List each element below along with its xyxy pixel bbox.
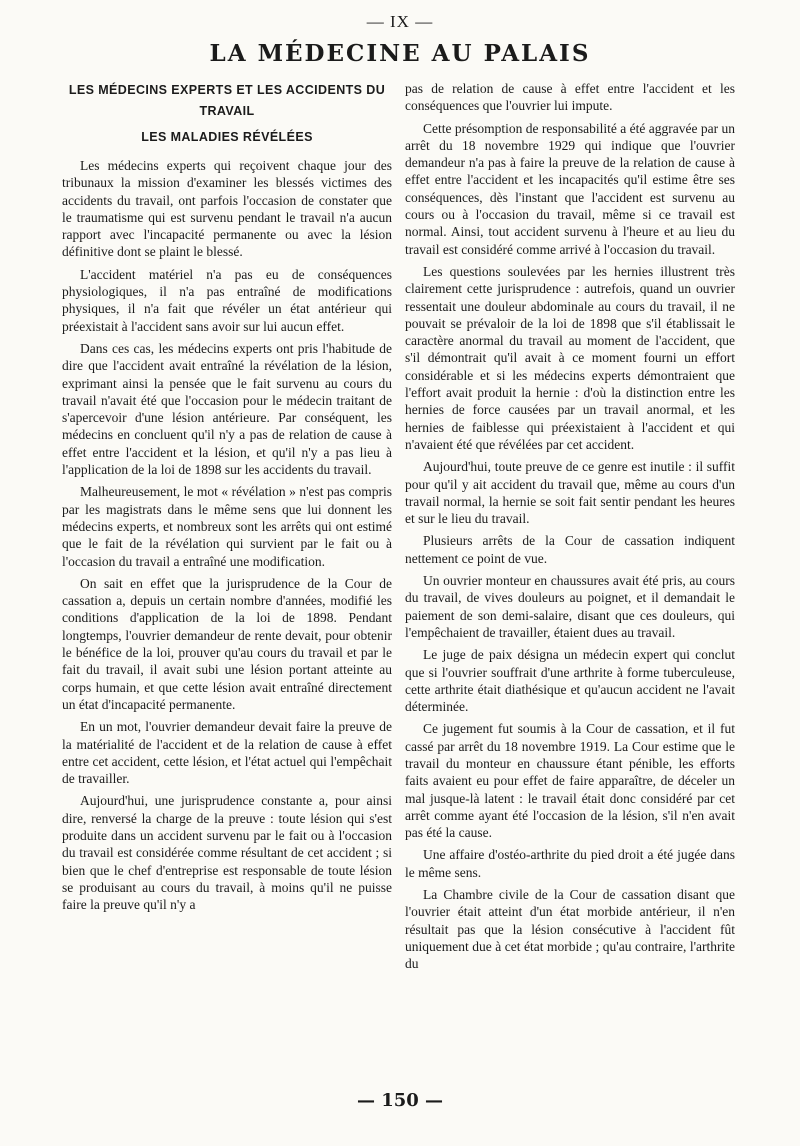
paragraph: Aujourd'hui, une jurisprudence constante a, pour ainsi dire, renversé la charge de la preuve : toute lésion qui s'est produite dans un accident survenu par le fait ou à l'occasion du travail est considérée comme résultant de cet accident ; si bien que le chef d'entreprise est responsable de toute lésion se produisant au cours du travail, à moins qu'il ne puisse faire la preuve qu'il n'y a: [62, 793, 392, 913]
paragraph: On sait en effet que la jurisprudence de la Cour de cassation a, depuis un certain nombre d'années, modifié les conditions d'application de la loi de 1898. Pendant longtemps, l'ouvrier demandeur de rente devait, pour obtenir le bénéfice de la loi, prouver qu'au cours du travail et par le fait du travail, il avait subi une lésion portant atteinte au corps humain, et que cette lésion avait entraîné directement un état d'incapacité permanente.: [62, 575, 392, 712]
roman-page-number: — IX —: [366, 12, 434, 31]
paragraph: Le juge de paix désigna un médecin expert qui conclut que si l'ouvrier souffrait d'une arthrite à forme tuberculeuse, cette arthrite était diathésique et qu'aucun accident ne l'avait déterminée.: [405, 647, 735, 715]
paragraph: Malheureusement, le mot « révélation » n'est pas compris par les magistrats dans le même sens que lui donnent les médecins experts, et nombreux sont les arrêts qui ont estimé que le fait de la révélation qui survient par le fait ou à l'occasion du travail a entraîné une modification.: [62, 484, 392, 569]
paragraph: En un mot, l'ouvrier demandeur devait faire la preuve de la matérialité de l'accident et de la relation de cause à effet entre cet accident, cette lésion, et l'état actuel qui l'empêchait de travailler.: [62, 719, 392, 787]
paragraph: Les questions soulevées par les hernies illustrent très clairement cette jurisprudence : autrefois, quand un ouvrier ressentait une douleur abdominale au cours du travail, il ne pouvait se prévaloir de la loi de 1898 que s'il établissait le caractère anormal du travail au moment de l'accident, que s'il démontrait qu'il avait à ce moment fourni un effort considérable et si les médecins experts démontraient que l'effort avait produit la hernie : d'où la distinction entre les hernies de force causées par un travail anormal, et les hernies de faiblesse qui préexistaient à l'accident et qui n'avaient été que révélées par cet accident.: [405, 263, 735, 452]
paragraph: Aujourd'hui, toute preuve de ce genre est inutile : il suffit pour qu'il y ait accident du travail que, même au cours d'un travail normal, la hernie se soit fait sentir pendant les heures et sur le lieu du travail.: [405, 459, 735, 527]
paragraph: La Chambre civile de la Cour de cassation disant que l'ouvrier était atteint d'un état morbide antérieur, il n'en résultait pas que la lésion consécutive à l'accident fût uniquement due à cet état morbide ; qu'au contraire, l'arthrite du: [405, 887, 735, 972]
article-title: LES MÉDECINS EXPERTS ET LES ACCIDENTS DU TRAVAIL: [68, 83, 386, 118]
paragraph: pas de relation de cause à effet entre l'accident et les conséquences que l'ouvrier lui impute.: [405, 81, 735, 114]
right-column: [405, 80, 735, 978]
page-number: — 150 —: [356, 1090, 444, 1111]
paragraph: Ce jugement fut soumis à la Cour de cassation, et il fut cassé par arrêt du 18 novembre 1919. La Cour estime que le travail du monteur en chaussure étant pénible, les efforts faits avaient eu pour effet de faire apparaître, de déceler un mal jusque-là latent : le travail était donc considéré par cet arrêt comme ayant été l'occasion de la lésion, s'il n'en avait pas été la cause.: [405, 721, 735, 841]
paragraph: Un ouvrier monteur en chaussures avait été pris, au cours du travail, de vives douleurs au poignet, et il demandait le paiement de son demi-salaire, disant que ces douleurs, qui l'empêchaient de travailler, étaient dues au travail.: [405, 573, 735, 640]
masthead-title: LA MÉDECINE AU PALAIS: [209, 40, 591, 67]
paragraph: Les médecins experts qui reçoivent chaque jour des tribunaux la mission d'examiner les blessés victimes des accidents du travail, ont parfois l'occasion de constater que le traumatisme qui est survenu pendant le travail n'a aucun rapport avec l'incapacité permanente ou avec la lésion définitive dont se plaint le blessé.: [62, 158, 392, 260]
paragraph: Plusieurs arrêts de la Cour de cassation indiquent nettement ce point de vue.: [405, 533, 735, 566]
paragraph: Une affaire d'ostéo-arthrite du pied droit a été jugée dans le même sens.: [405, 847, 735, 880]
left-column: [62, 80, 392, 918]
article-subtitle: LES MALADIES RÉVÉLÉES: [141, 130, 313, 144]
paragraph: Dans ces cas, les médecins experts ont pris l'habitude de dire que l'accident avait entraîné la révélation de la lésion, exprimant ainsi la pensée que le fait survenu au cours du travail n'avait été que l'occasion pour le médecin traitant de s'apercevoir d'une lésion antérieure. Par conséquent, les médecins en concluent qu'il n'y a pas de relation de cause à effet entre l'accident et la lésion, et qu'il n'y a pas lieu à l'application de la loi de 1898 sur les accidents du travail.: [62, 340, 392, 478]
paragraph: Cette présomption de responsabilité a été aggravée par un arrêt du 18 novembre 1929 qui indique que l'ouvrier demandeur n'a pas à faire la preuve de la relation de cause à effet entre l'accident et les incapacités qu'il estime être ses conséquences, dès l'instant que l'accident est survenu au cours ou à l'occasion du travail, même si ce travail est normal. Ainsi, tout accident survenu à l'heure et au lieu du travail est considéré comme arrivé à l'occasion du travail.: [405, 120, 735, 257]
paragraph: L'accident matériel n'a pas eu de conséquences physiologiques, il n'a pas entraîné de modifications physiques, il n'a fait que révéler un état antérieur qui préexistait à l'accident sans avoir sur lui aucun effet.: [62, 266, 392, 334]
